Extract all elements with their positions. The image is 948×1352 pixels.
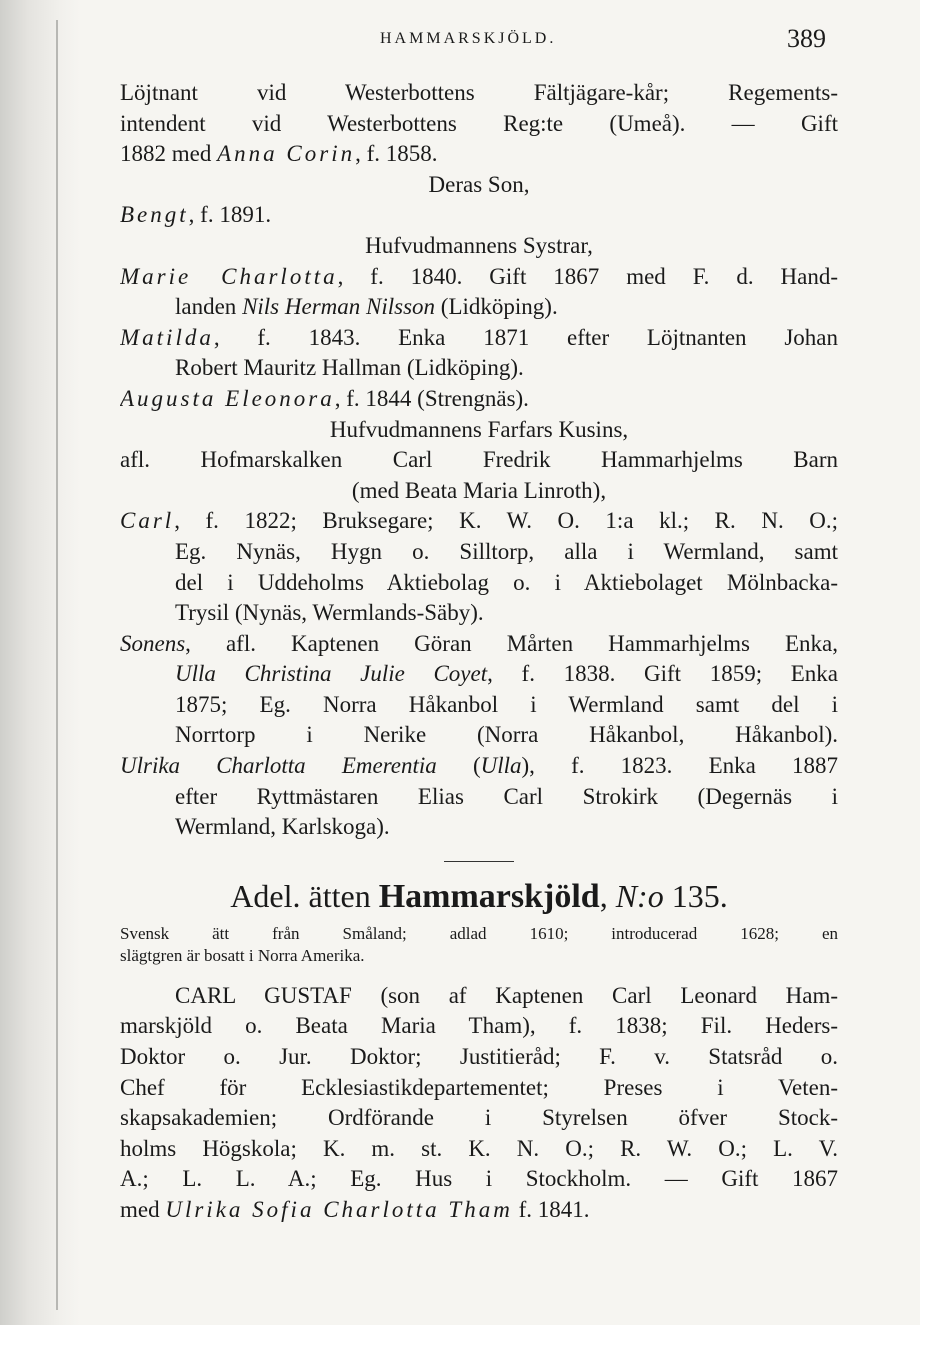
entry-line: marskjöld o. Beata Maria Tham), f. 1838; Fil. Heders- bbox=[120, 1013, 838, 1039]
family-name: Hammarskjöld bbox=[378, 877, 600, 915]
running-title: HAMMARSKJÖLD. bbox=[380, 30, 557, 47]
text-line bbox=[120, 139, 838, 170]
text-run: landen bbox=[175, 294, 243, 320]
person-name: Augusta Eleonora bbox=[120, 385, 335, 411]
family-note: slägtgren är bosatt i Norra Amerika. bbox=[120, 945, 365, 965]
text-run: , afl. Kaptenen Göran Mårten Hammarhjelms Enka, bbox=[185, 630, 838, 656]
binding-edge bbox=[56, 20, 58, 1310]
text-run: f. 1841. bbox=[512, 1197, 590, 1222]
family-number: 135. bbox=[663, 877, 728, 914]
family-heading bbox=[120, 876, 838, 917]
text-run: ( bbox=[436, 753, 481, 779]
person-name: Anna Corin bbox=[217, 141, 356, 167]
text-run: , f. 1891. bbox=[188, 202, 272, 228]
text-line: afl. Hofmarskalken Carl Fredrik Hammarhjelms Barn bbox=[120, 447, 838, 473]
heading-separator: , bbox=[599, 877, 616, 914]
text-line bbox=[120, 292, 838, 323]
subheading: Deras Son, bbox=[428, 171, 530, 197]
text-line: (med Beata Maria Linroth), bbox=[351, 477, 607, 503]
text-run: ), f. 1823. Enka 1887 bbox=[521, 753, 838, 779]
text-line: Eg. Nynäs, Hygn o. Silltorp, alla i Wermland, samt bbox=[175, 538, 838, 564]
text-line bbox=[120, 506, 838, 537]
entry-line: Doktor o. Jur. Doktor; Justitieråd; F. v. Statsråd o. bbox=[120, 1044, 838, 1070]
text-line bbox=[120, 384, 838, 415]
text-line: intendent vid Westerbottens Reg:te (Umeå). — Gift bbox=[120, 110, 838, 136]
text-line: del i Uddeholms Aktiebolag o. i Aktiebolaget Mölnbacka- bbox=[175, 569, 838, 595]
subheading: Hufvudmannens Systrar, bbox=[365, 232, 593, 258]
text-run: (Lidköping). bbox=[435, 294, 558, 320]
subheading: Hufvudmannens Farfars Kusins, bbox=[329, 416, 629, 442]
text-line: 1875; Eg. Norra Håkanbol i Wermland samt del i bbox=[175, 691, 838, 717]
text-line: efter Ryttmästaren Elias Carl Strokirk (Degernäs i bbox=[175, 783, 838, 809]
entry-line: skapsakademien; Ordförande i Styrelsen öfver Stock- bbox=[120, 1105, 838, 1131]
text-line bbox=[120, 659, 838, 690]
text-run: med bbox=[120, 1197, 166, 1222]
text-line bbox=[120, 629, 838, 660]
text-line bbox=[120, 323, 838, 354]
page-body bbox=[120, 78, 838, 1226]
text-run: , f. 1843. Enka 1871 efter Löjtnanten Johan bbox=[213, 324, 838, 350]
text-line bbox=[120, 200, 838, 231]
entry-line: holms Högskola; K. m. st. K. N. O.; R. W. O.; L. V. bbox=[120, 1135, 838, 1161]
person-name: Ulrika Charlotta Emerentia bbox=[120, 753, 437, 779]
text-line: Löjtnant vid Westerbottens Fältjägare-kår; Regements- bbox=[120, 80, 838, 105]
person-name: Matilda bbox=[120, 324, 214, 350]
entry-line: A.; L. L. A.; Eg. Hus i Stockholm. — Gift 1867 bbox=[120, 1166, 838, 1192]
text-line bbox=[120, 751, 838, 782]
person-name: Ulla bbox=[480, 753, 522, 779]
family-note: Svensk ätt från Småland; adlad 1610; introducerad 1628; en bbox=[120, 923, 838, 943]
text-run: , f. 1838. Gift 1859; Enka bbox=[487, 661, 838, 687]
entry-line: CARL GUSTAF (son af Kaptenen Carl Leonard Ham- bbox=[175, 982, 838, 1008]
person-name: Ulrika Sofia Charlotta Tham bbox=[165, 1197, 513, 1222]
text-line bbox=[120, 262, 838, 293]
running-header bbox=[170, 24, 830, 58]
label-text: Sonens bbox=[120, 630, 186, 656]
heading-prefix: Adel. ätten bbox=[230, 877, 379, 914]
section-divider bbox=[444, 861, 514, 862]
text-line: Trysil (Nynäs, Wermlands-Säby). bbox=[175, 600, 484, 626]
text-run: , f. 1822; Bruksegare; K. W. O. 1:a kl.; R. N. O.; bbox=[174, 508, 838, 534]
text-line: Norrtorp i Nerike (Norra Håkanbol, Håkanbol). bbox=[175, 722, 838, 748]
entry-line: Chef för Ecklesiastikdepartementet; Preses i Veten- bbox=[120, 1074, 838, 1100]
person-name: Ulla Christina Julie Coyet bbox=[175, 661, 488, 687]
person-name: Nils Herman Nilsson bbox=[242, 294, 436, 320]
text-run: 1882 med bbox=[120, 141, 218, 167]
text-line: Wermland, Karlskoga). bbox=[175, 814, 390, 840]
person-name: Carl bbox=[120, 508, 175, 534]
person-name: Marie Charlotta bbox=[120, 263, 338, 289]
heading-no-label: N:o bbox=[615, 877, 664, 914]
person-name: Bengt bbox=[120, 202, 189, 228]
page-binding-shadow bbox=[0, 0, 80, 1325]
text-run: , f. 1858. bbox=[355, 141, 438, 167]
text-line: Robert Mauritz Hallman (Lidköping). bbox=[175, 355, 524, 381]
text-run: , f. 1844 (Strengnäs). bbox=[334, 385, 529, 411]
page-number: 389 bbox=[787, 24, 826, 53]
text-run: , f. 1840. Gift 1867 med F. d. Hand- bbox=[337, 263, 838, 289]
entry-line bbox=[120, 1195, 838, 1226]
